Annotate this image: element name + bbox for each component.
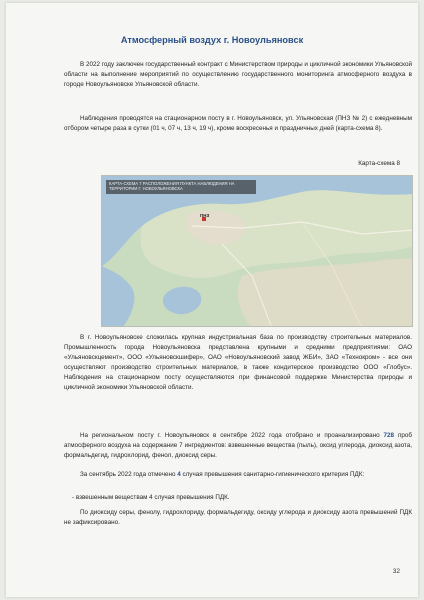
location-map	[101, 175, 413, 327]
samples-count: 728	[383, 432, 395, 439]
page-title: Атмосферный воздух г. Новоульяновск	[120, 35, 304, 45]
map-image	[102, 176, 413, 327]
paragraph-samples	[64, 431, 412, 461]
samples-text-start: На региональном посту г. Новоульяновск в сентябре 2022 года отобрано и проанализировано	[80, 432, 384, 439]
exceed-count: 4	[177, 471, 181, 478]
station-label: ПНЗ	[200, 213, 210, 218]
paragraph-exceedances	[64, 470, 412, 480]
paragraph-no-exceedances: По диоксиду серы, фенолу, гидрохлориду, формальдегиду, оксиду углерода и диоксиду азота превышений ПДК не зафиксировано.	[64, 509, 412, 526]
map-header: КАРТА-СХЕМА 7 РАСПОЛОЖЕНИЯ ПУНКТА НАБЛЮДЕНИЯ НА ТЕРРИТОРИИ Г. НОВОУЛЬЯНОВСКА	[106, 180, 256, 194]
map-caption: Карта-схема 8	[358, 160, 400, 167]
exceed-text-start: За сентябрь 2022 года отмечено	[80, 471, 178, 478]
document-page	[6, 3, 418, 597]
exceed-text-end: случая превышения санитарно-гигиенического критерия ПДК:	[180, 471, 365, 478]
page-number: 32	[392, 568, 400, 575]
samples-text-end: проб атмосферного воздуха на содержание 7 ингредиентов: взвешенные вещества (пыль), оксид углерода, диоксид азота, формальдегид, гидрохлорид, фенол, диоксид серы.	[64, 432, 412, 459]
bullet-dust: - взвешенным веществам 4 случая превышения ПДК.	[72, 494, 230, 501]
paragraph-observations: Наблюдения проводятся на стационарном посту в г. Новоульяновск, ул. Ульяновская (ПНЗ № 2) с ежедневным отбором четыре раза в сутки (01 ч, 07 ч, 13 ч, 19 ч), кроме воскресенья и праздничных дней (карта-схема 8).	[64, 115, 412, 132]
paragraph-contract: В 2022 году заключен государственный контракт с Министерством природы и цикличной экономики Ульяновской области на выполнение мероприятий по осуществлению государственного мониторинга атмосферного воздуха в городе Новоульяновске Ульяновской области.	[64, 61, 412, 88]
paragraph-industry: В г. Новоульяновске сложилась крупная индустриальная база по производству строительных материалов. Промышленность города Новоульяновска представлена крупными и средними предприятиями: ОАО «Ульяновскцемент», ООО «Ульяновскшифер», ОАО «Новоульяновский завод ЖБИ», ЗАО «Технокром» - все они осуществляют производство строительных материалов, в также кондитерское производство ООО «Глобус». Наблюдения на стационарном посту осуществляются при финансовой поддержке Министерства природы и цикличной экономики Ульяновской области.	[64, 334, 412, 391]
